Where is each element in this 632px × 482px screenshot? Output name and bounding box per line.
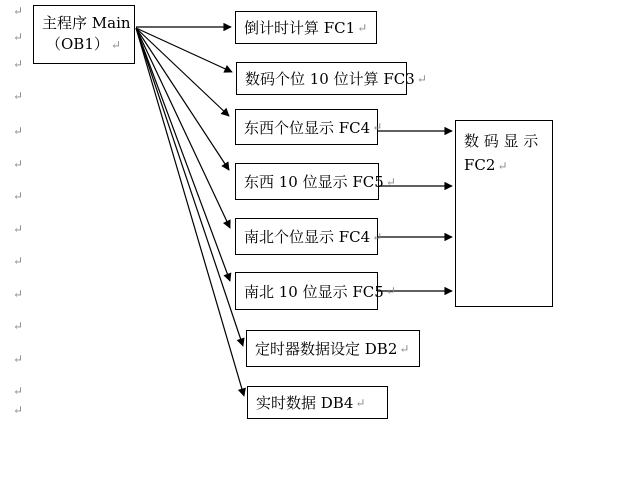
node-fc5-east-west [235, 163, 396, 200]
paragraph-return-mark: ↵ [13, 352, 24, 366]
node-main-label: 主程序 Main [42, 14, 131, 32]
paragraph-return-mark: ↵ [13, 124, 24, 138]
paragraph-return-mark: ↵ [110, 38, 121, 52]
paragraph-return-mark: ↵ [13, 189, 24, 203]
edge-main-to-fc5-ns [136, 28, 230, 281]
node-fc5-north-south [235, 272, 396, 310]
edge-main-to-db4 [136, 28, 244, 396]
node-fc3-label: 数码个位 10 位计算 FC3 [245, 70, 415, 88]
node-fc4-east-west-label: 东西个位显示 FC4 [244, 118, 371, 137]
edge-main-to-fc3 [136, 28, 232, 72]
paragraph-return-mark: ↵ [497, 159, 508, 173]
paragraph-return-mark: ↵ [13, 384, 24, 398]
node-main-ob1 [33, 5, 135, 64]
paragraph-return-mark: ↵ [385, 284, 396, 298]
edge-main-to-fc4-ns [136, 28, 230, 228]
paragraph-return-mark: ↵ [13, 403, 24, 417]
paragraph-return-mark: ↵ [13, 157, 24, 171]
node-fc5-east-west-label: 东西 10 位显示 FC5 [244, 173, 384, 191]
edge-main-to-db2 [136, 28, 243, 346]
paragraph-return-mark: ↵ [399, 341, 410, 356]
node-db2 [246, 330, 420, 367]
paragraph-return-mark: ↵ [13, 89, 24, 103]
node-fc2-sublabel: FC2 ↵ [464, 156, 508, 174]
node-fc4-north-south-label: 南北个位显示 FC4 [244, 228, 371, 246]
node-fc4-east-west [235, 109, 383, 145]
paragraph-return-mark: ↵ [385, 174, 396, 189]
node-db4 [247, 386, 388, 419]
paragraph-return-mark: ↵ [355, 395, 366, 410]
node-fc4-north-south [235, 218, 383, 255]
paragraph-return-mark: ↵ [416, 71, 427, 86]
paragraph-return-mark: ↵ [13, 254, 24, 268]
paragraph-return-mark: ↵ [13, 30, 24, 44]
node-fc2-label: 数 码 显 示 [464, 132, 539, 150]
edge-main-to-fc4-ew [136, 28, 229, 116]
paragraph-return-mark: ↵ [372, 229, 383, 244]
node-fc1-label: 倒计时计算 FC1 [244, 19, 356, 37]
node-fc5-north-south-label: 南北 10 位显示 FC5 [244, 282, 384, 301]
node-db4-label: 实时数据 DB4 [256, 394, 354, 412]
edge-main-to-fc5-ew [136, 28, 229, 170]
node-main-sublabel: （OB1） ↵ [46, 35, 121, 53]
node-fc1 [235, 11, 377, 44]
node-fc2 [455, 120, 553, 307]
paragraph-return-mark: ↵ [13, 4, 24, 18]
paragraph-return-mark: ↵ [357, 20, 368, 35]
paragraph-return-mark: ↵ [13, 287, 24, 301]
paragraph-return-mark: ↵ [13, 57, 24, 71]
paragraph-return-mark: ↵ [372, 120, 383, 134]
paragraph-return-mark: ↵ [13, 222, 24, 236]
paragraph-return-mark: ↵ [13, 319, 24, 333]
node-db2-label: 定时器数据设定 DB2 [255, 340, 398, 358]
node-fc3 [236, 62, 427, 95]
